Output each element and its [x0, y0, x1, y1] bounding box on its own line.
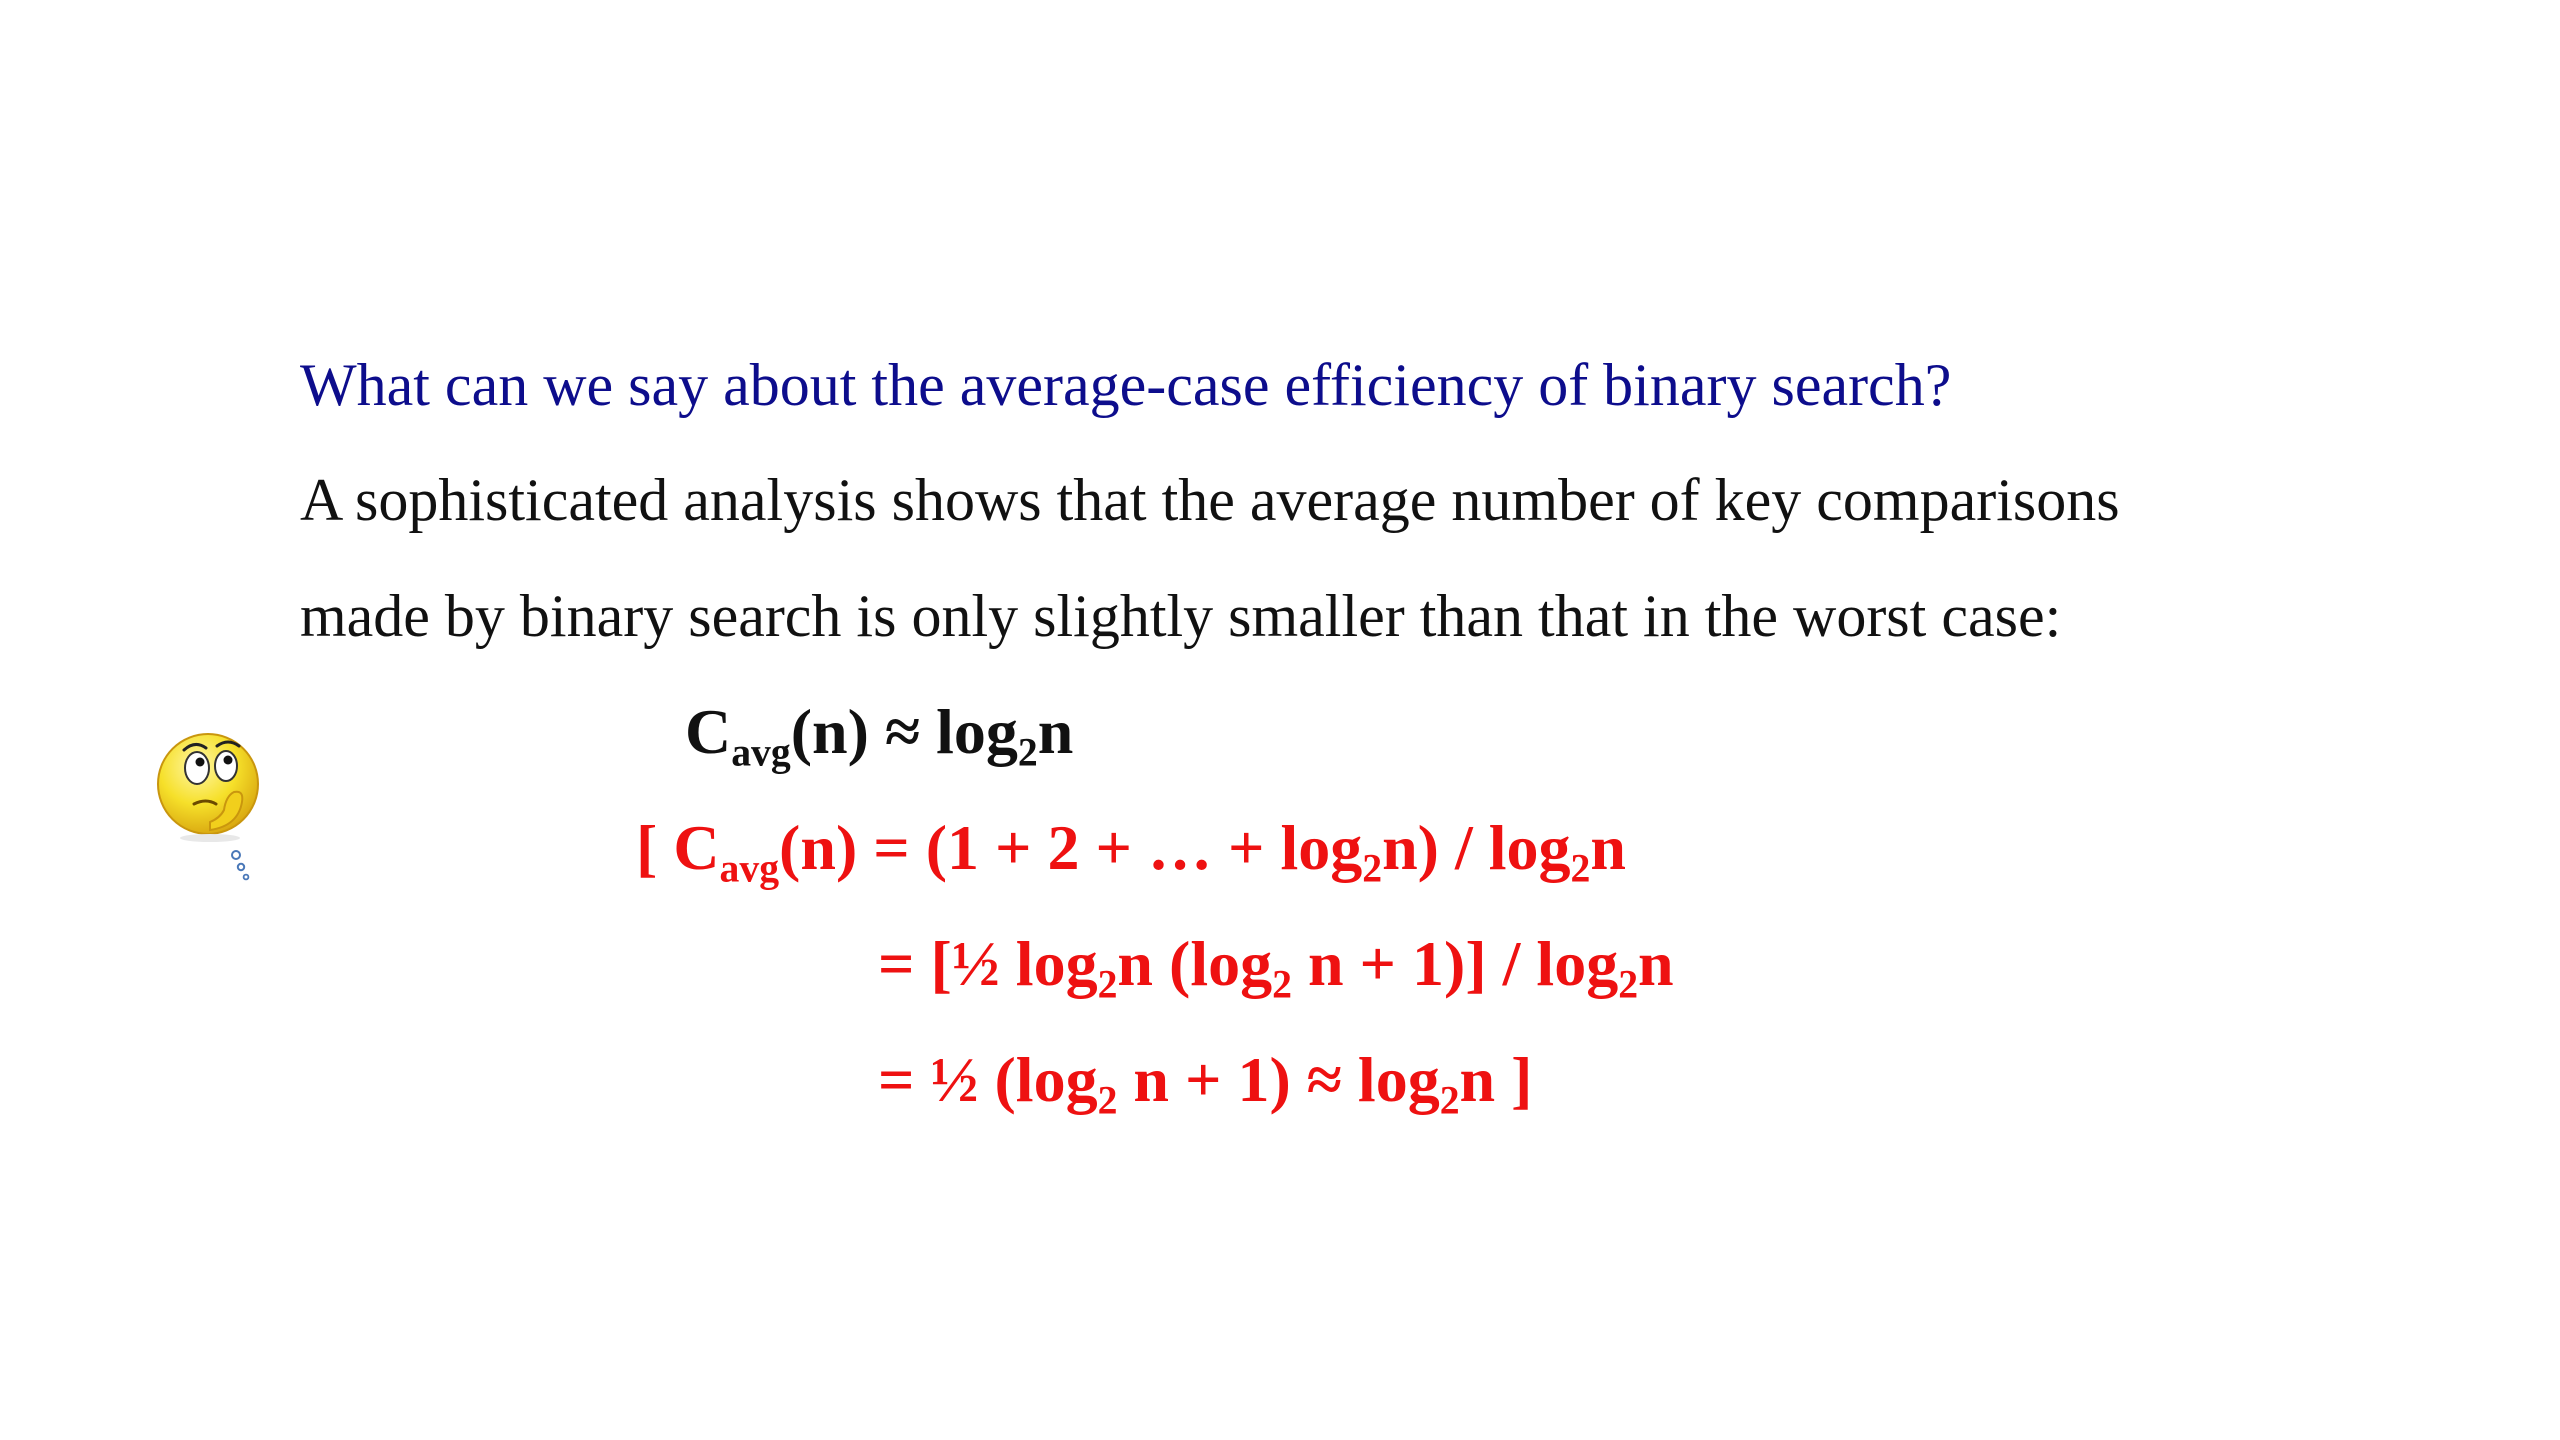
formula-text: C	[685, 696, 732, 767]
derivation-line-3	[878, 1044, 1533, 1123]
slide-question: What can we say about the average-case efficiency of binary search?	[300, 352, 1952, 418]
subscript: 2	[1017, 730, 1038, 775]
formula-text: (n) = (1 + 2 + … + log	[779, 812, 1363, 883]
subscript: 2	[1618, 962, 1639, 1007]
formula-average-case	[685, 696, 1074, 775]
subscript: avg	[731, 730, 791, 775]
formula-text: n (log	[1117, 928, 1273, 999]
formula-text: n + 1)] / log	[1291, 928, 1619, 999]
formula-text: n	[1037, 696, 1074, 767]
formula-text: n + 1) ≈ log	[1117, 1044, 1440, 1115]
body-text-line-1: A sophisticated analysis shows that the average number of key comparisons	[300, 467, 2120, 533]
subscript: avg	[719, 846, 780, 891]
formula-text: = [½ log	[878, 928, 1098, 999]
subscript: 2	[1097, 1078, 1118, 1123]
derivation-line-2	[878, 928, 1674, 1007]
formula-text: n ]	[1459, 1044, 1533, 1115]
formula-text: (n) ≈ log	[790, 696, 1018, 767]
body-text-line-2: made by binary search is only slightly smaller than that in the worst case:	[300, 583, 2062, 649]
derivation-line-1	[636, 812, 1626, 891]
formula-text: = ½ (log	[878, 1044, 1098, 1115]
formula-text: [ C	[636, 812, 720, 883]
formula-text: n	[1590, 812, 1626, 883]
formula-text: n	[1638, 928, 1674, 999]
subscript: 2	[1570, 846, 1591, 891]
thinking-face-icon	[150, 718, 290, 898]
subscript: 2	[1272, 962, 1292, 1007]
subscript: 2	[1439, 1078, 1460, 1123]
subscript: 2	[1097, 962, 1118, 1007]
subscript: 2	[1362, 846, 1383, 891]
formula-text: n) / log	[1382, 812, 1571, 883]
